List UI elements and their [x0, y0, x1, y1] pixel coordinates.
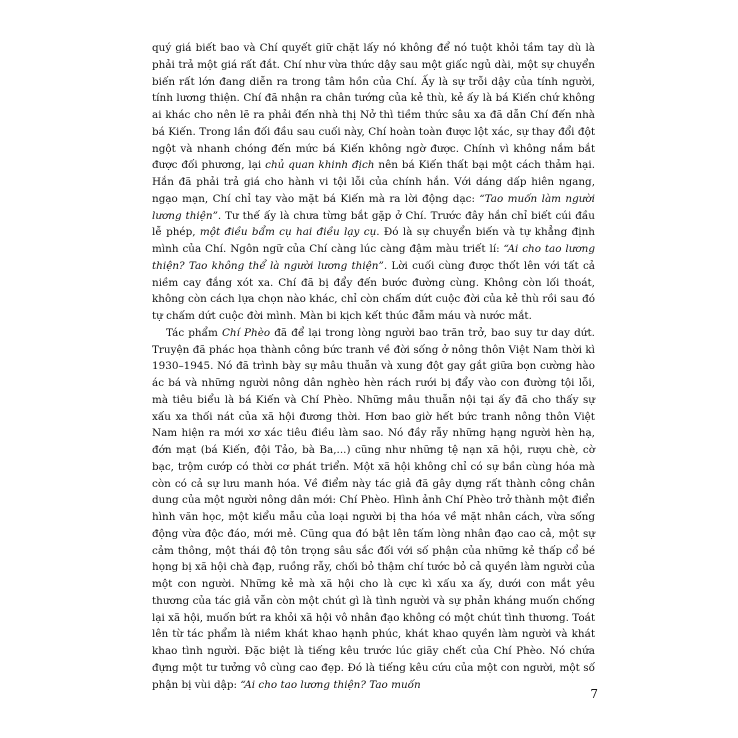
italic-text-run: “Tao muốn làm người lương thiện”	[152, 192, 595, 222]
text-run: . Đó là sự chuyển biến và tự khẳng định mình của Chí. Ngôn ngữ của Chí càng lúc càng đậm màu triết lí:	[152, 226, 595, 255]
paragraph-2	[152, 325, 595, 694]
page-number: 7	[590, 687, 598, 701]
text-run: quý giá biết bao và Chí quyết giữ chặt lấy nó không để nó tuột khỏi tầm tay dù là phải trả một giá rất đắt. Chí như vừa thức dậy sau một giấc ngủ dài, một sự chuyển biến rất lớn đang diễn ra trong tâm hồn của Chí. Ấy là sự trỗi dậy của tính người, tính lương thiện. Chí đã nhận ra chân tướng của kẻ thù, kẻ ấy là bá Kiến chứ không ai khác cho nên lẽ ra phải đến nhà thị Nở thì tiềm thức sâu xa đã dẫn Chí đến nhà bá Kiến. Trong lần đối đầu sau cuối này, Chí hoàn toàn được lột xác, sự thay đổi đột ngột và nhanh chóng đến mức bá Kiến không ngờ được. Chính vì không nắm bắt được đối phương, lại	[152, 42, 595, 172]
italic-text-run: chủ quan khinh địch	[265, 159, 375, 172]
text-run: . Lời cuối cùng được thốt lên với tất cả niềm cay đắng xót xa. Chí đã bị đẩy đến bước đường cùng. Không còn lối thoát, không còn cách lựa chọn nào khác, chỉ còn chấm dứt cuộc đời của kẻ thù rồi sau đó tự chấm dứt cuộc đời mình. Màn bi kịch kết thúc đẫm máu và nước mắt.	[152, 259, 595, 322]
text-run: nên bá Kiến thất bại một cách thảm hại. Hắn đã phải trả giá cho hành vi tội lỗi của chính hắn. Với dáng dấp hiên ngang, ngạo mạn, Chí chỉ tay vào mặt bá Kiến mà ra lời động dạc:	[152, 159, 596, 205]
text-run: Tác phẩm	[166, 326, 222, 339]
book-page-body	[152, 40, 595, 693]
italic-text-run: Chí Phèo	[221, 326, 271, 339]
text-run: đã để lại trong lòng người bao trăn trở, bao suy tư day dứt. Truyện đã phác họa thành công bức tranh về đời sống ở nông thôn Việt Nam thời kì 1930–1945. Nó đã trình bày sự mâu thuẫn và xung đột gay gắt giữa bọn cường hào ác bá và những người nông dân nghèo hèn rách rưới bị đẩy vào con đường tội lỗi, mà tiêu biểu là bá Kiến và Chí Phèo. Những mâu thuẫn nội tại ấy đã cho thấy sự xấu xa thối nát của xã hội đương thời. Hơn bao giờ hết bức tranh nông thôn Việt Nam hiện ra mới xơ xác tiêu điều làm sao. Nó đầy rẫy những hạng người hèn hạ, đớn mạt (bá Kiến, đội Tảo, bà Ba,...) cũng như những tệ nạn xã hội, rượu chè, cờ bạc, trộm cướp có thời cơ phát triển. Một xã hội không chỉ có sự bần cùng hóa mà còn có cả sự lưu manh hóa. Về điểm này tác giả đã gây dựng rất thành công chân dung của một người nông dân mới: Chí Phèo. Hình ảnh Chí Phèo trở thành một điển hình văn học, một kiểu mẫu của loại người bị tha hóa về mặt nhân cách, vừa sống động vừa độc đáo, mới mẻ. Cũng qua đó bật lên tấm lòng nhân đạo cao cả, một sự cảm thông, một thái độ tôn trọng sâu sắc đối với số phận của những kẻ thấp cổ bé họng bị xã hội chà đạp, ruồng rẫy, chối bỏ thậm chí tước bỏ cả quyền làm người của một con người. Những kẻ mà xã hội cho là cực kì xấu xa ấy, dưới con mắt yêu thương của tác giả vẫn còn một chút gì là tình người và sự phản kháng muốn chống lại xã hội, muốn bứt ra khỏi xã hội vô nhân đạo không có một chút tình thương. Toát lên từ tác phẩm là niềm khát khao hạnh phúc, khát khao quyền làm người và khát khao tình người. Đặc biệt là tiếng kêu trước lúc giãy chết của Chí Phèo. Nó chứa đựng một tư tưởng vô cùng cao đẹp. Đó là tiếng kêu cứu của một con người, một số phận bị vùi dập:	[152, 326, 596, 691]
italic-text-run: một điều bẩm cụ hai điều lạy cụ	[199, 226, 377, 239]
italic-text-run: “Ai cho tao lương thiện? Tao không thể là người lương thiện”	[152, 243, 595, 272]
text-run: . Tư thế ấy là chưa từng bắt gặp ở Chí. Trước đây hắn chỉ biết cúi đầu lễ phép,	[152, 209, 595, 239]
italic-text-run: “Ai cho tao lương thiện? Tao muốn	[240, 678, 421, 691]
paragraph-1	[152, 40, 595, 325]
